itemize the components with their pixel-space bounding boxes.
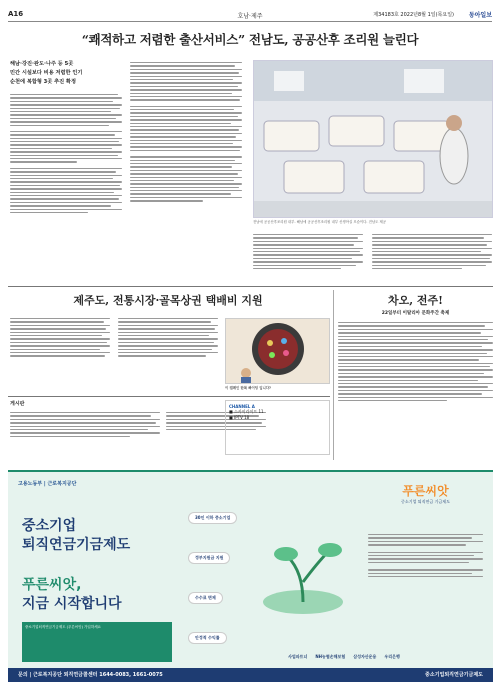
ad-agency-tag: 고용노동부 | 근로복지공단 (18, 481, 77, 487)
section-name: 호남·제주 (237, 13, 263, 20)
ad-badge: 푸른씨앗 중소기업 퇴직연금 기금제도 (401, 484, 450, 504)
ad-footer (8, 668, 493, 682)
ad-pill-1: 30인 이하 중소기업 (188, 512, 237, 524)
article-col-4 (372, 232, 492, 269)
ad-sponsors: 사업파트너 NH농협손해보험 삼성자산운용 우리은행 (288, 654, 400, 659)
notice-divider (8, 396, 330, 397)
jeonju-article (338, 320, 493, 401)
issue-date: 제34183호 2022년8월 1일(목요일) (373, 12, 454, 18)
ad-pill-3: 수수료 면제 (188, 592, 223, 604)
pension-ad (8, 470, 493, 680)
notice-text (10, 410, 160, 437)
jeju-col-2 (118, 316, 218, 357)
jeju-col-1 (10, 316, 110, 357)
subhead-2: 민간 시설보다 비용 저렴한 인기 (10, 70, 83, 76)
notice-label: 게시판 (10, 401, 25, 407)
main-headline: “쾌적하고 저렴한 출산서비스” 전남도, 공공산후 조리원 늘린다 (81, 32, 419, 47)
newspaper-logo: 동아일보 (468, 12, 492, 19)
photo-caption: 전남에 공공산후조리원 내부. 해남에 공공산후조리원 내부 신생아실 모습이다. 전남도 제공 (253, 220, 387, 224)
ad-footer-right: 중소기업퇴직연금기금제도 (425, 672, 483, 678)
channel-name: CHANNEL A (229, 404, 255, 409)
subhead-1: 해남·강진·완도·나주 등 5곳 (10, 61, 74, 67)
section-divider (8, 286, 493, 287)
article-col-1 (10, 92, 122, 213)
jeonju-subhead: 22일부터 이탈리아 문화주간 축제 (381, 311, 450, 316)
ad-title: 중소기업 퇴직연금기금제도 (22, 518, 131, 553)
article-col-2 (130, 60, 242, 202)
ad-title-2: 푸른씨앗, 지금 시작합니다 (22, 577, 122, 612)
subheads (10, 60, 120, 87)
seed-illustration-icon (258, 522, 348, 622)
ad-footer-contact: 문의 | 근로복지공단 퇴직연금콜센터 1644-0083, 1661-0075 (18, 672, 163, 678)
column-divider (333, 290, 334, 460)
tv-line-2: ■ IPTV 18 (229, 415, 250, 420)
jeonju-photo (225, 318, 330, 384)
tv-box (225, 400, 330, 455)
ad-right-text (368, 532, 483, 577)
ad-pill-2: 정부지원금 지원 (188, 552, 230, 564)
subhead-3: 순천에 복합형 3곳 추진 확정 (10, 79, 76, 85)
jeju-headline: 제주도, 전통시장·골목상권 택배비 지원 (73, 294, 263, 307)
page-header (8, 8, 492, 22)
photo-credit: 전남도 제공 (368, 220, 387, 224)
page-number: A16 (8, 10, 24, 18)
jeonju-photo-caption: 이 캠페인 한복 빠이팅 입니다? (225, 386, 271, 390)
postnatal-center-photo (253, 60, 493, 218)
ad-green-note: 중소기업퇴직연금기금제도 (푸른씨앗) 가입하세요 (22, 622, 172, 662)
tv-line-1: ■ 스카이라이프 11 (229, 409, 264, 414)
jeonju-headline: 차오, 전주! (388, 294, 443, 307)
ad-pill-4: 안정적 수익률 (188, 632, 227, 644)
article-col-3 (253, 232, 363, 269)
